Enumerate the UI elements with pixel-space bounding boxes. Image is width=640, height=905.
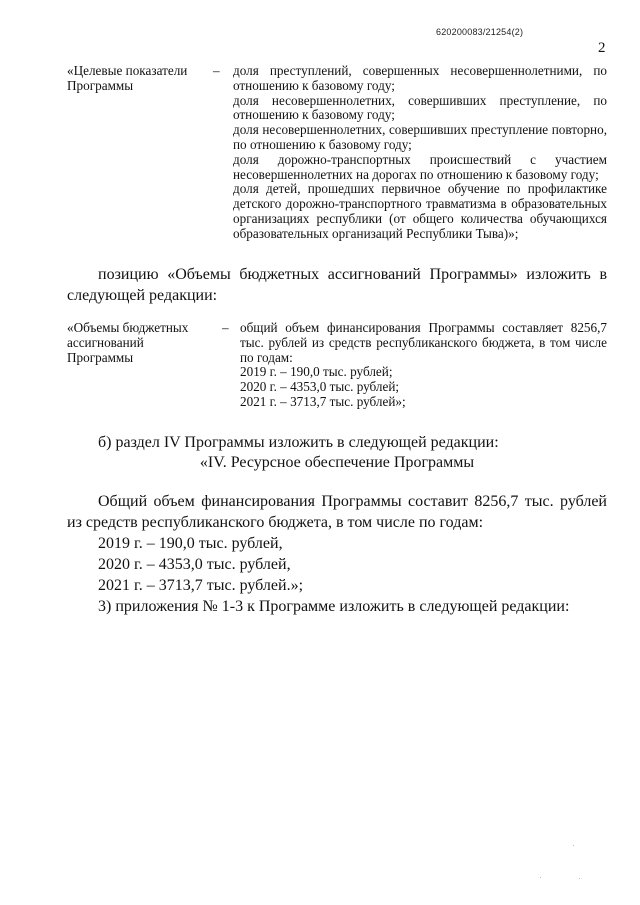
scan-speck [579, 878, 580, 879]
budget-year: 2021 г. – 3713,7 тыс. рублей»; [240, 393, 406, 409]
document-code: 620200083/21254(2) [436, 27, 524, 37]
targets-dash: – [213, 63, 220, 78]
year-line: 2019 г. – 190,0 тыс. рублей, [98, 535, 283, 552]
budget-dash: – [222, 320, 229, 335]
budget-year: 2019 г. – 190,0 тыс. рублей; [240, 364, 393, 380]
year-line: 2021 г. – 3713,7 тыс. рублей.»; [98, 577, 304, 594]
section-b-line: б) раздел IV Программы изложить в следующей редакции: [98, 434, 499, 451]
scan-speck [540, 877, 541, 878]
target-item: доля несовершеннолетних, совершивших преступление повторно, по отношению к базовому году; [233, 122, 607, 152]
budget-content [240, 321, 607, 410]
targets-block [67, 64, 607, 249]
target-item: доля детей, прошедших первичное обучение по профилактике детского дорожно-транспортного травматизма в образовательных организациях республики (от общего количества обучающихся образовательных организаций Республики Тыва)»; [233, 181, 607, 241]
targets-content [233, 64, 607, 242]
budget-block [67, 321, 607, 411]
budget-label: «Объемы бюджетных ассигнований Программы [67, 320, 189, 365]
scan-speck [573, 845, 574, 846]
intro-paragraph: позицию «Объемы бюджетных ассигнований Программы» изложить в следующей редакции: [67, 266, 607, 304]
total-paragraph: Общий объем финансирования Программы составит 8256,7 тыс. рублей из средств республиканского бюджета, в том числе по годам: [67, 493, 607, 531]
targets-label: «Целевые показатели Программы [67, 63, 188, 93]
target-item: доля преступлений, совершенных несовершеннолетними, по отношению к базовому году; [233, 63, 607, 93]
target-item: доля несовершеннолетних, совершивших преступление, по отношению к базовому году; [233, 92, 607, 123]
budget-year: 2020 г. – 4353,0 тыс. рублей; [240, 379, 400, 395]
page-number: 2 [598, 40, 606, 56]
budget-main: общий объем финансирования Программы составляет 8256,7 тыс. рублей из средств республиканского бюджета, в том числе по годам: [240, 320, 607, 365]
year-line: 2020 г. – 4353,0 тыс. рублей, [98, 556, 291, 573]
section-title: «IV. Ресурсное обеспечение Программы [199, 454, 475, 471]
item-3-line: 3) приложения № 1-3 к Программе изложить в следующей редакции: [98, 598, 570, 615]
target-item: доля дорожно-транспортных происшествий с участием несовершеннолетних на дорогах по отношению к базовому году; [233, 151, 607, 182]
